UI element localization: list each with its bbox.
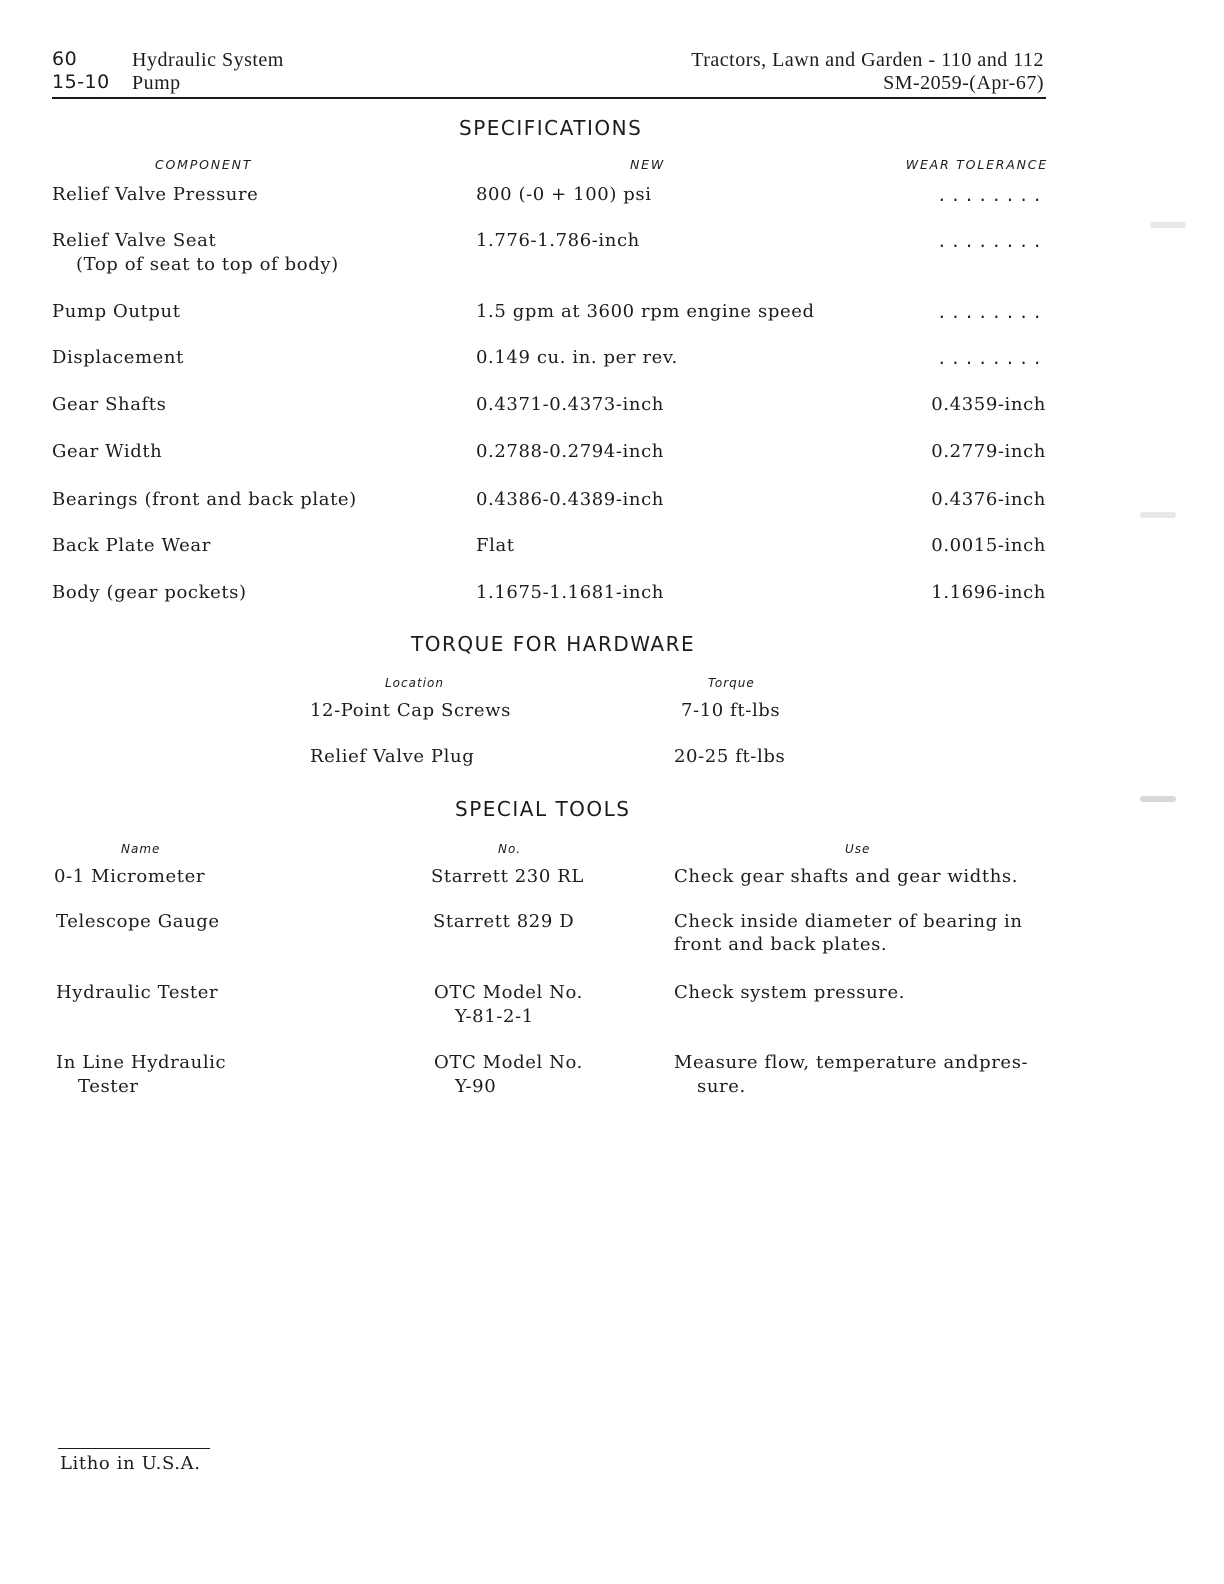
spec-wear-value: ........ xyxy=(936,303,1046,322)
section-number: 15-10 xyxy=(52,71,110,93)
torque-column-header: Torque xyxy=(708,676,755,690)
spec-component: Bearings (front and back plate) xyxy=(52,489,357,510)
specifications-heading: SPECIFICATIONS xyxy=(459,116,643,140)
spec-new-value: 1.5 gpm at 3600 rpm engine speed xyxy=(476,301,815,322)
subsection-title: Pump xyxy=(132,72,181,94)
torque-location: Relief Valve Plug xyxy=(310,746,475,767)
number-column-header: No. xyxy=(498,842,522,856)
spec-component: Relief Valve Seat xyxy=(52,230,217,251)
tool-use: Check gear shafts and gear widths. xyxy=(674,866,1019,887)
tool-name: 0-1 Micrometer xyxy=(54,866,206,887)
spec-new-value: 0.2788-0.2794-inch xyxy=(476,441,664,462)
tool-use-continued: front and back plates. xyxy=(674,934,888,955)
tool-use-continued: sure. xyxy=(697,1076,746,1097)
scan-mark xyxy=(1140,796,1176,802)
location-column-header: Location xyxy=(385,676,444,690)
spec-component: Back Plate Wear xyxy=(52,535,211,556)
torque-location: 12-Point Cap Screws xyxy=(310,700,511,721)
torque-value: 20-25 ft-lbs xyxy=(674,746,786,767)
spec-new-value: 1.776-1.786-inch xyxy=(476,230,640,251)
spec-new-value: 0.4386-0.4389-inch xyxy=(476,489,664,510)
torque-value: 7-10 ft-lbs xyxy=(681,700,781,721)
spec-component: Relief Valve Pressure xyxy=(52,184,259,205)
tool-number-continued: Y-81-2-1 xyxy=(455,1006,534,1027)
tool-number: OTC Model No. xyxy=(434,982,583,1003)
manual-title: Tractors, Lawn and Garden - 110 and 112 xyxy=(691,49,1044,71)
spec-component: Displacement xyxy=(52,347,184,368)
new-column-header: NEW xyxy=(630,157,666,172)
page-number: 60 xyxy=(52,48,78,70)
spec-new-value: 0.4371-0.4373-inch xyxy=(476,394,664,415)
tool-use: Check inside diameter of bearing in xyxy=(674,911,1023,932)
spec-component: Pump Output xyxy=(52,301,181,322)
spec-wear-value: 1.1696-inch xyxy=(931,582,1046,603)
tool-number: Starrett 829 D xyxy=(433,911,575,932)
scan-mark xyxy=(1150,222,1186,228)
tool-use: Check system pressure. xyxy=(674,982,906,1003)
tool-name: In Line Hydraulic xyxy=(56,1052,227,1073)
spec-wear-value: 0.0015-inch xyxy=(931,535,1046,556)
tool-use: Measure flow, temperature andpres- xyxy=(674,1052,1029,1073)
name-column-header: Name xyxy=(121,842,161,856)
spec-wear-value: 0.4376-inch xyxy=(931,489,1046,510)
manual-code: SM-2059-(Apr-67) xyxy=(883,72,1044,94)
scan-mark xyxy=(1140,512,1176,518)
spec-wear-value: 0.2779-inch xyxy=(931,441,1046,462)
spec-component: Body (gear pockets) xyxy=(52,582,247,603)
tool-name: Telescope Gauge xyxy=(56,911,220,932)
tool-number-continued: Y-90 xyxy=(455,1076,497,1097)
spec-new-value: 0.149 cu. in. per rev. xyxy=(476,347,678,368)
spec-new-value: 1.1675-1.1681-inch xyxy=(476,582,664,603)
special-tools-heading: SPECIAL TOOLS xyxy=(455,797,631,821)
spec-wear-value: ........ xyxy=(936,232,1046,251)
footer-text: Litho in U.S.A. xyxy=(60,1453,201,1474)
tool-number: Starrett 230 RL xyxy=(431,866,584,887)
header-rule xyxy=(52,97,1046,99)
spec-component: Gear Width xyxy=(52,441,163,462)
component-column-header: COMPONENT xyxy=(155,157,253,172)
spec-new-value: 800 (-0 + 100) psi xyxy=(476,184,652,205)
section-title: Hydraulic System xyxy=(132,49,284,71)
footer-rule xyxy=(58,1448,210,1449)
spec-wear-value: 0.4359-inch xyxy=(931,394,1046,415)
spec-new-value: Flat xyxy=(476,535,515,556)
spec-wear-value: ........ xyxy=(936,349,1046,368)
use-column-header: Use xyxy=(845,842,871,856)
wear-tolerance-column-header: WEAR TOLERANCE xyxy=(905,157,1048,172)
spec-wear-value: ........ xyxy=(936,186,1046,205)
spec-component-note: (Top of seat to top of body) xyxy=(76,254,339,275)
tool-name: Hydraulic Tester xyxy=(56,982,219,1003)
tool-number: OTC Model No. xyxy=(434,1052,583,1073)
spec-component: Gear Shafts xyxy=(52,394,167,415)
torque-heading: TORQUE FOR HARDWARE xyxy=(411,632,696,656)
tool-name-continued: Tester xyxy=(78,1076,139,1097)
